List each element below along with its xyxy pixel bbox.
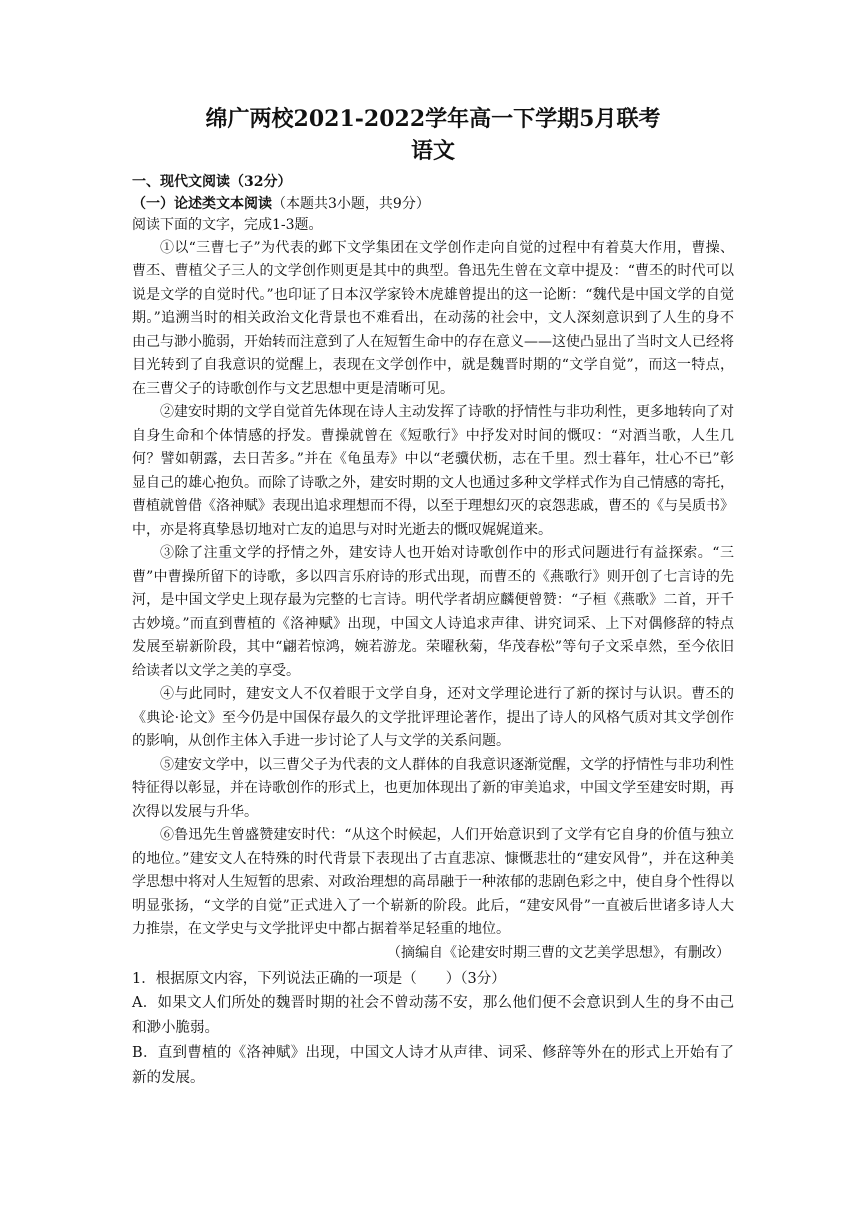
passage-paragraph-4: ④与此同时，建安文人不仅着眼于文学自身，还对文学理论进行了新的探讨与认识。曹丕的《典论·论文》至今仍是中国保存最久的文学批评理论著作，提出了诗人的风格气质对其文学创作的影响，从创作主体入手进一步讨论了人与文学的关系问题。 (132, 686, 734, 749)
passage-paragraph-2: ②建安时期的文学自觉首先体现在诗人主动发挥了诗歌的抒情性与非功利性，更多地转向了对自身生命和个体情感的抒发。曹操就曾在《短歌行》中抒发对时间的慨叹：“对酒当歌，人生几何？譬如朝露，去日苦多。”并在《龟虽寿》中以“老骥伏枥，志在千里。烈士暮年，壮心不已”彰显自己的雄心抱负。而除了诗歌之外，建安时期的文人也通过多种文学样式作为自己情感的寄托，曹植就曾借《洛神赋》表现出追求理想而不得，以至于理想幻灭的哀怨悲戚，曹丕的《与吴质书》中，亦是将真挚恳切地对亡友的追思与对时光逝去的慨叹娓娓道来。 (132, 404, 734, 538)
question-1-option-b: B．直到曹植的《洛神赋》出现，中国文人诗才从声律、词采、修辞等外在的形式上开始有了新的发展。 (132, 1045, 734, 1086)
question-1-option-a: A．如果文人们所处的魏晋时期的社会不曾动荡不安，那么他们便不会意识到人生的身不由己和渺小脆弱。 (132, 995, 734, 1036)
exam-subject: 语文 (410, 138, 455, 164)
subsection-label: （一）论述类文本阅读 (132, 195, 272, 212)
passage-paragraph-1: ①以“三曹七子”为代表的邺下文学集团在文学创作走向自觉的过程中有着莫大作用，曹操、曹丕、曹植父子三人的文学创作则更是其中的典型。鲁迅先生曾在文章中提及：“曹丕的时代可以说是文学的自觉时代。”也印证了日本汉学家铃木虎雄曾提出的这一论断：“魏代是中国文学的自觉期。”追溯当时的相关政治文化背景也不难看出，在动荡的社会中，文人深刻意识到了人生的身不由己与渺小脆弱，开始转而注意到了人在短暂生命中的存在意义——这使凸显出了当时文人已经将目光转到了自我意识的觉醒上，表现在文学创作中，就是魏晋时期的“文学自觉”，而这一特点，在三曹父子的诗歌创作与文艺思想中更是清晰可见。 (132, 239, 734, 397)
question-1-stem: 1．根据原文内容，下列说法正确的一项是（ ）（3分） (132, 971, 506, 987)
subsection-heading (132, 194, 734, 216)
passage-paragraph-6: ⑥鲁迅先生曾盛赞建安时代：“从这个时候起，人们开始意识到了文学有它自身的价值与独立的地位。”建安文人在特殊的时代背景下表现出了古直悲凉、慷慨悲壮的“建安风骨”，并在这种美学思想中将对人生短暂的思索、对政治理想的高昂融于一种浓郁的悲剧色彩之中，使自身个性得以明显张扬，“文学的自觉”正式进入了一个崭新的阶段。此后，“建安风骨”一直被后世诸多诗人大力推崇，在文学史与文学批评史中都占据着举足轻重的地位。 (132, 827, 734, 937)
reading-instruction: 阅读下面的文字，完成1-3题。 (132, 217, 323, 233)
exam-page (132, 104, 734, 1091)
passage-paragraph-3: ③除了注重文学的抒情之外，建安诗人也开始对诗歌创作中的形式问题进行有益探索。“三曹”中曹操所留下的诗歌，多以四言乐府诗的形式出现，而曹丕的《燕歌行》则开创了七言诗的先河，是中国文学史上现存最为完整的七言诗。明代学者胡应麟便曾赞：“子桓《燕歌》二首，开千古妙境。”而直到曹植的《洛神赋》出现，中国文人诗追求声律、讲究词采、上下对偶修辞的特点发展至崭新阶段，其中“翩若惊鸿，婉若游龙。荣曜秋菊，华茂春松”等句子文采卓然，至今依旧给读者以文学之美的享受。 (132, 545, 734, 679)
section-heading: 一、现代文阅读（32分） (132, 174, 292, 190)
subsection-note: （本题共3小题，共9分） (272, 195, 430, 212)
exam-title: 绵广两校2021-2022学年高一下学期5月联考 (205, 106, 661, 132)
passage-source: （摘编自《论建安时期三曹的文艺美学思想》，有删改） (387, 944, 730, 961)
passage-paragraph-5: ⑤建安文学中，以三曹父子为代表的文人群体的自我意识逐渐觉醒，文学的抒情性与非功利性特征得以彰显，并在诗歌创作的形式上，也更加体现出了新的审美追求，中国文学至建安时期，再次得以发展与升华。 (132, 756, 734, 820)
